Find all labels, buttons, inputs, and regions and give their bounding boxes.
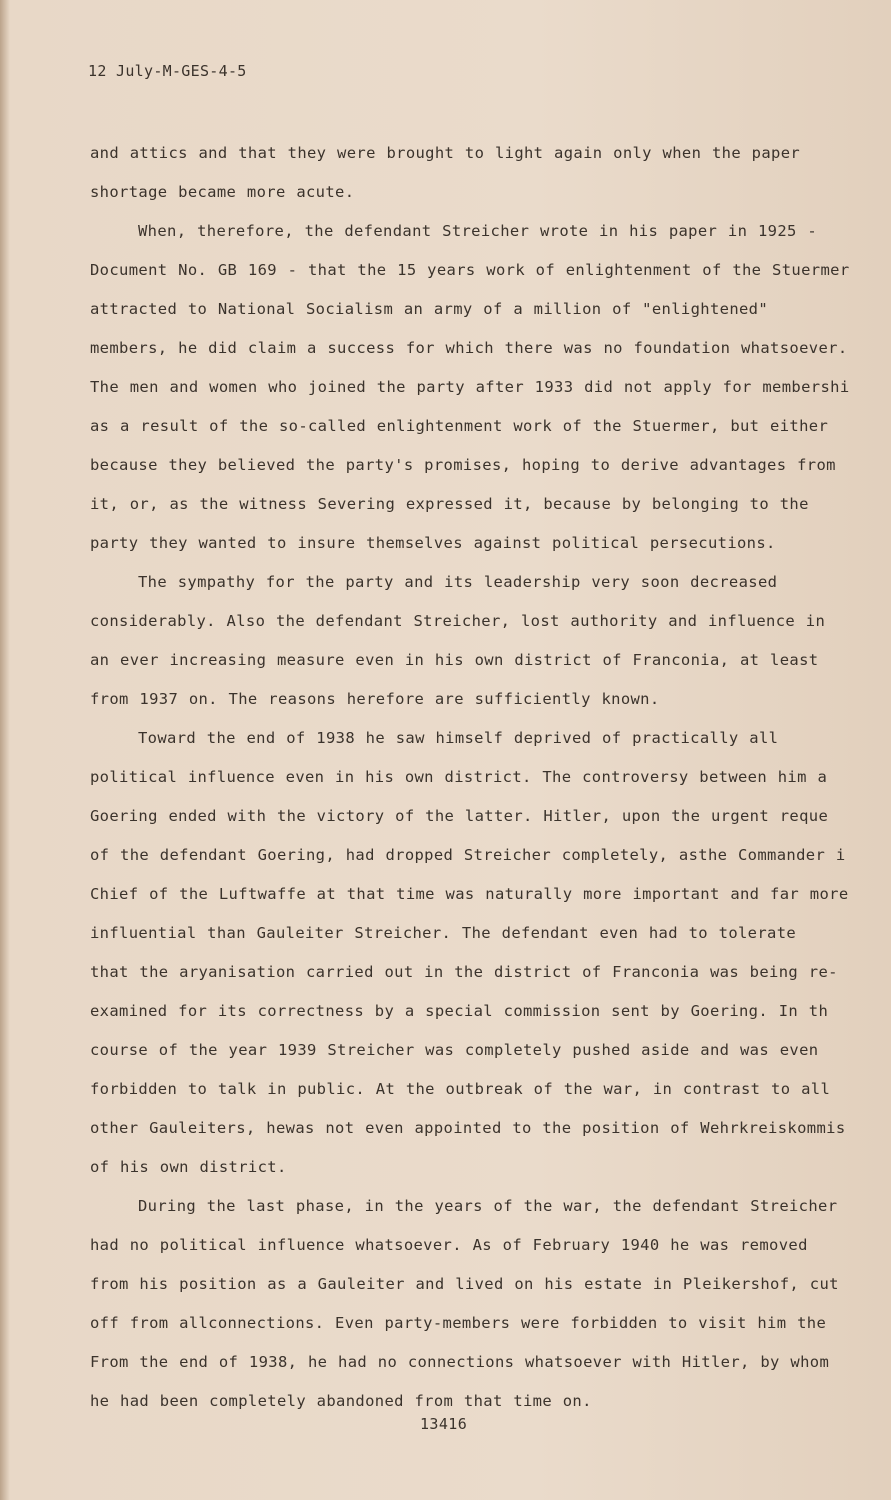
page-number: 13416 bbox=[420, 1415, 468, 1433]
text-line: off from allconnections. Even party-members were forbidden to visit him the bbox=[90, 1314, 827, 1332]
text-line: it, or, as the witness Severing expressed it, because by belonging to the bbox=[90, 495, 809, 513]
text-line: Goering ended with the victory of the latter. Hitler, upon the urgent reque bbox=[90, 807, 829, 825]
text-line: Chief of the Luftwaffe at that time was naturally more important and far more bbox=[90, 885, 849, 903]
text-line: party they wanted to insure themselves against political persecutions. bbox=[90, 534, 776, 552]
text-line: influential than Gauleiter Streicher. The defendant even had to tolerate bbox=[90, 924, 797, 942]
text-line: examined for its correctness by a special commission sent by Goering. In th bbox=[90, 1002, 829, 1020]
text-line: forbidden to talk in public. At the outbreak of the war, in contrast to all bbox=[90, 1080, 831, 1098]
text-line: political influence even in his own district. The controversy between him a bbox=[90, 768, 828, 786]
text-line: from 1937 on. The reasons herefore are sufficiently known. bbox=[90, 690, 660, 708]
text-line: because they believed the party's promises, hoping to derive advantages from bbox=[90, 456, 836, 474]
text-line: From the end of 1938, he had no connections whatsoever with Hitler, by whom bbox=[90, 1353, 830, 1371]
paragraph-start-line: The sympathy for the party and its leadership very soon decreased bbox=[138, 573, 778, 591]
text-line: of his own district. bbox=[90, 1158, 287, 1176]
document-body bbox=[90, 134, 850, 1421]
text-line: he had been completely abandoned from that time on. bbox=[90, 1392, 592, 1410]
paragraph-start-line: When, therefore, the defendant Streicher wrote in his paper in 1925 - bbox=[138, 222, 818, 240]
text-line: of the defendant Goering, had dropped Streicher completely, asthe Commander i bbox=[90, 846, 846, 864]
text-line: other Gauleiters, hewas not even appointed to the position of Wehrkreiskommis bbox=[90, 1119, 846, 1137]
text-line: an ever increasing measure even in his own district of Franconia, at least bbox=[90, 651, 819, 669]
text-line: shortage became more acute. bbox=[90, 183, 355, 201]
text-line: The men and women who joined the party after 1933 did not apply for membershi bbox=[90, 378, 850, 396]
paragraph-start-line: Toward the end of 1938 he saw himself deprived of practically all bbox=[138, 729, 779, 747]
text-line: course of the year 1939 Streicher was completely pushed aside and was even bbox=[90, 1041, 819, 1059]
text-line: considerably. Also the defendant Streicher, lost authority and influence in bbox=[90, 612, 826, 630]
text-line: from his position as a Gauleiter and lived on his estate in Pleikershof, cut bbox=[90, 1275, 839, 1293]
document-reference-header: 12 July-M-GES-4-5 bbox=[88, 62, 247, 80]
text-line: attracted to National Socialism an army of a million of "enlightened" bbox=[90, 300, 769, 318]
text-line: and attics and that they were brought to light again only when the paper bbox=[90, 144, 801, 162]
text-line: that the aryanisation carried out in the district of Franconia was being re- bbox=[90, 963, 838, 981]
text-line: had no political influence whatsoever. As of February 1940 he was removed bbox=[90, 1236, 808, 1254]
text-line: members, he did claim a success for which there was no foundation whatsoever. bbox=[90, 339, 848, 357]
text-line: Document No. GB 169 - that the 15 years work of enlightenment of the Stuermer bbox=[90, 261, 850, 279]
paragraph-start-line: During the last phase, in the years of the war, the defendant Streicher bbox=[138, 1197, 838, 1215]
text-line: as a result of the so-called enlightenment work of the Stuermer, but either bbox=[90, 417, 829, 435]
